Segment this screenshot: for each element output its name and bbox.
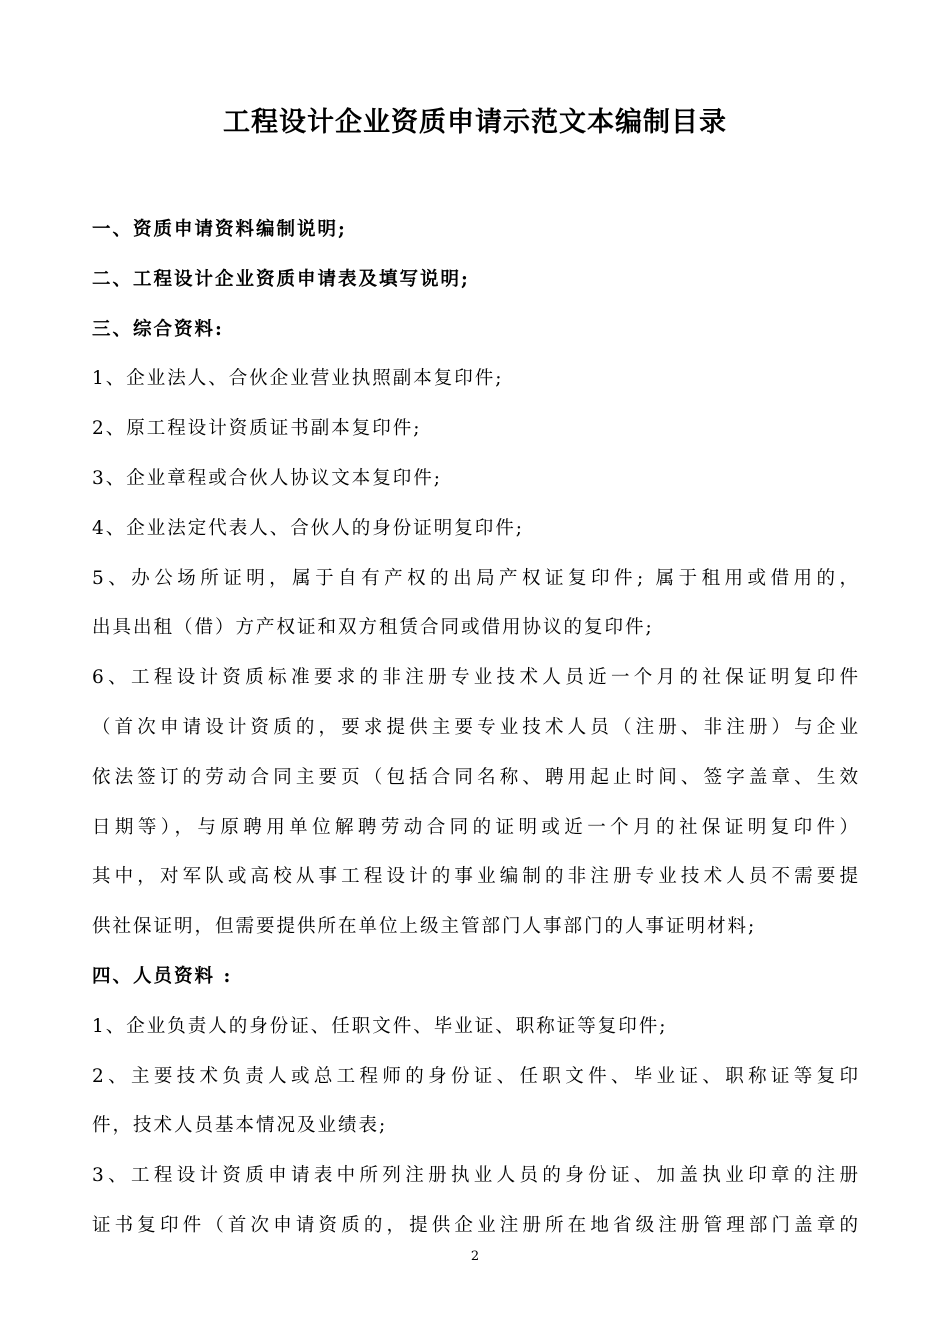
page-number: 2 xyxy=(470,1249,480,1264)
document-title: 工程设计企业资质申请示范文本编制目录 xyxy=(223,107,727,138)
text-line: （首次申请设计资质的，要求提供主要专业技术人员（注册、非注册）与企业 xyxy=(92,716,860,738)
section-heading: 二、工程设计企业资质申请表及填写说明; xyxy=(92,268,470,290)
text-line: 供社保证明，但需要提供所在单位上级主管部门人事部门的人事证明材料; xyxy=(92,916,757,938)
text-line: 证书复印件（首次申请资质的，提供企业注册所在地省级注册管理部门盖章的 xyxy=(92,1214,860,1236)
document-body xyxy=(92,205,860,1251)
text-line: 依法签订的劳动合同主要页（包括合同名称、聘用起止时间、签字盖章、生效 xyxy=(92,766,860,788)
text-line: 其中，对军队或高校从事工程设计的事业编制的非注册专业技术人员不需要提 xyxy=(92,866,860,888)
text-line: 6、工程设计资质标准要求的非注册专业技术人员近一个月的社保证明复印件 xyxy=(92,667,860,689)
text-line: 日期等），与原聘用单位解聘劳动合同的证明或近一个月的社保证明复印件） xyxy=(92,816,860,838)
text-line: 1、企业法人、合伙企业营业执照副本复印件; xyxy=(92,368,504,390)
section-heading: 一、资质申请资料编制说明; xyxy=(92,219,347,240)
text-line: 2、原工程设计资质证书副本复印件; xyxy=(92,418,422,440)
text-line: 1、企业负责人的身份证、任职文件、毕业证、职称证等复印件; xyxy=(92,1015,668,1037)
text-line: 出具出租（借）方产权证和双方租赁合同或借用协议的复印件; xyxy=(92,617,654,639)
text-line: 3、工程设计资质申请表中所列注册执业人员的身份证、加盖执业印章的注册 xyxy=(92,1165,860,1187)
text-line: 3、企业章程或合伙人协议文本复印件; xyxy=(92,467,443,489)
text-line: 2、主要技术负责人或总工程师的身份证、任职文件、毕业证、职称证等复印 xyxy=(92,1065,860,1087)
text-line: 5、办公场所证明，属于自有产权的出局产权证复印件; 属于租用或借用的， xyxy=(92,567,860,589)
section-heading: 四、人员资料 : xyxy=(92,965,233,987)
text-line: 件，技术人员基本情况及业绩表; xyxy=(92,1115,388,1137)
section-heading: 三、综合资料: xyxy=(92,318,224,340)
text-line: 4、企业法定代表人、合伙人的身份证明复印件; xyxy=(92,517,525,539)
